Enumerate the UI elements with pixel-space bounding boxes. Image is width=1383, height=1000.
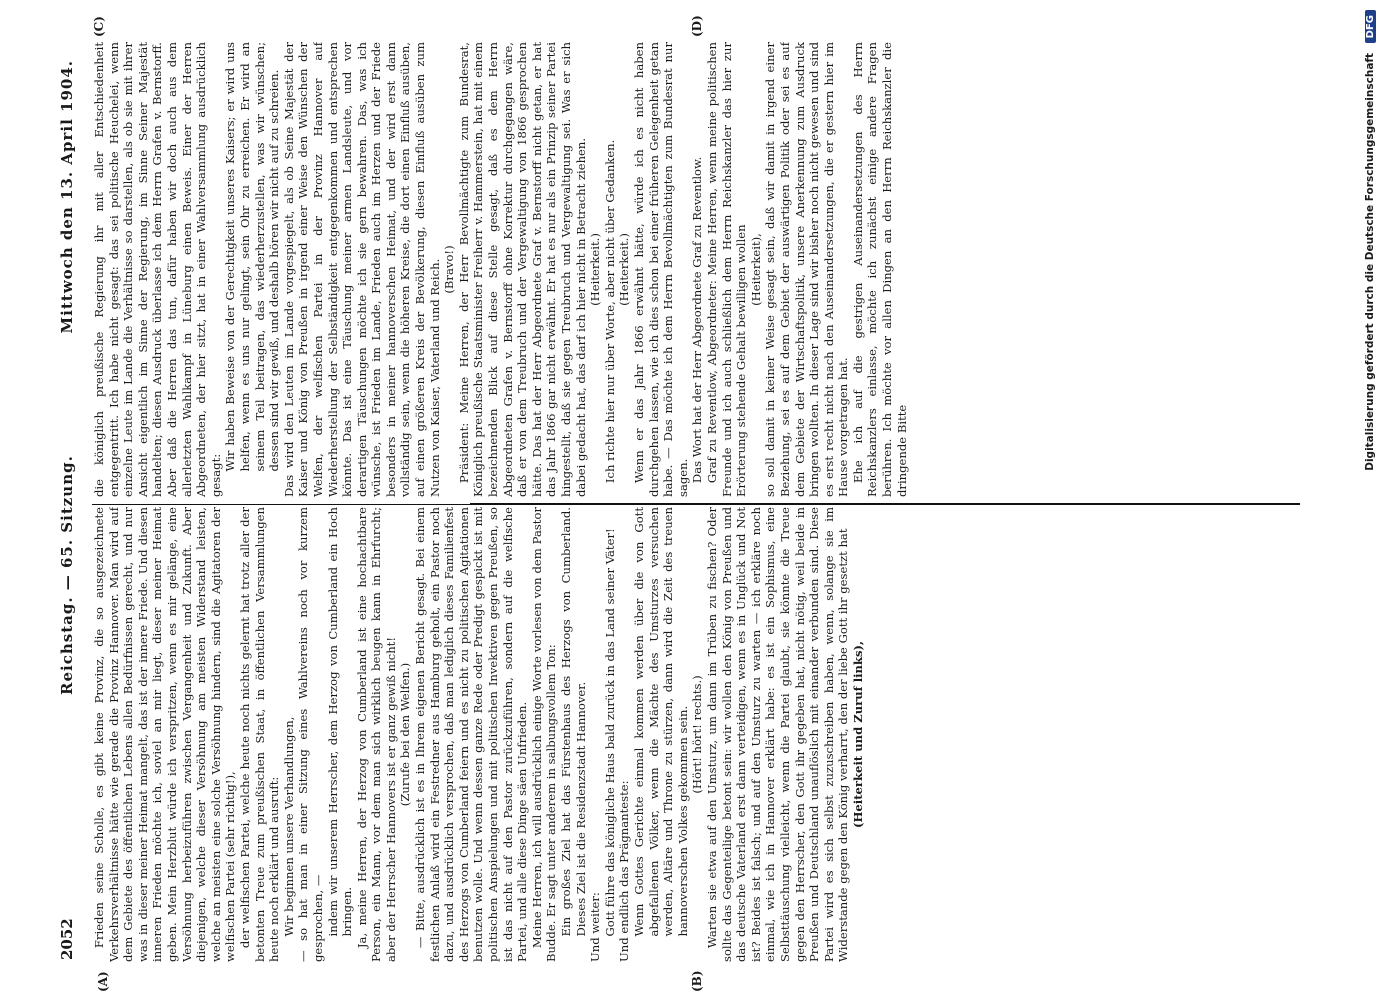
funding-stamp: Digitalisierung gefördert durch die Deutsche Forschungsgemeinschaft bbox=[1364, 53, 1376, 471]
paragraph: Und weiter: bbox=[588, 892, 603, 962]
column-divider-top bbox=[92, 504, 472, 505]
interjection: (Heiterkeit), bbox=[748, 233, 763, 306]
column-divider bbox=[470, 503, 1300, 505]
quote: Wir beginnen unsere Verhandlungen, bbox=[281, 716, 296, 937]
right-column bbox=[92, 42, 1292, 497]
paragraph: Frieden seine Scholle, es gibt keine Provinz, die so ausgezeichnete Verkehrsverhältnisse hätte wie gerade die Provinz Hannover. Man wird auf dem Gebiete des öffentlichen Lebens allen Bedürfnissen gerecht, und nur was in dieser meiner Heimat mangelt, das ist der innere Friede. Und diesen inneren Frieden möchte ich, soviel an mir liegt, dieser meiner Heimat geben. Mein Herzblut würde ich verspritzen, wenn es mir gelänge, eine Versöhnung herbeizuführen zwischen Vergangenheit und Zukunft. Aber diejenigen, welche dieser Versöhnung am meisten Widerstand leisten, welche an meisten eine solche Versöhnung hindern, sind die Agitatoren der welfischen Partei (sehr richtig!), bbox=[92, 507, 238, 962]
quote: Ein großes Ziel hat das Fürstenhaus des Herzogs von Cumberland. Dieses Ziel ist die Residenzstadt Hannover. bbox=[559, 507, 588, 937]
paragraph: so soll damit in keiner Weise gesagt sein, daß wir damit in irgend einer Beziehung, sei es auf dem Gebiet der auswärtigen Politik oder sei es auf dem Gebiete der Wirtschaftspolitik, unsere Anerkennung zum Ausdruck bringen wollten. In dieser Lage sind wir bisher noch nicht gewesen und sind es erst recht nicht nach den Auseinandersetzungen, die er gestern hier im Hause vorgetragen hat. bbox=[763, 42, 851, 497]
interjection: (Zurufe bei den Welfen.) bbox=[398, 662, 413, 807]
paragraph: Wenn er das Jahr 1866 erwähnt hätte, würde ich es nicht haben durchgehen lassen, wie ich dies schon bei einer früheren Gelegenheit getan habe. — Das möchte ich dem Herrn Bevollmächtigten zum Bundesrat nur sagen. bbox=[631, 42, 690, 497]
paragraph: Und endlich das Prägnanteste: bbox=[617, 780, 632, 962]
page-header bbox=[58, 60, 80, 960]
paragraph: Das Wort hat der Herr Abgeordnete Graf zu Reventlow. bbox=[690, 156, 705, 484]
left-column bbox=[92, 507, 1292, 962]
interjection: (Heiterkeit.) bbox=[588, 233, 603, 306]
paragraph: Ich richte hier nur über Worte, aber nicht über Gedanken. bbox=[602, 139, 617, 484]
funding-stamp-area bbox=[1364, 0, 1383, 1000]
session-date: Mittwoch den 13. April 1904. bbox=[58, 60, 76, 334]
session-title: Reichstag. — 65. Sitzung. bbox=[58, 455, 76, 695]
margin-marker-a: (A) bbox=[96, 971, 110, 992]
speaker-paragraph: Graf zu Reventlow, Abgeordneter: Meine Herren, wenn meine politischen Freunde und ich auch schließlich dem Herrn Reichskanzler das hier zur Erörterung stehende Gehalt bewilligen wollen bbox=[704, 42, 749, 497]
quote: Wenn Gottes Gerichte einmal kommen werden über die von Gott abgefallenen Völker, wenn die Mächte des Umsturzes versuchen werden, Altäre und Throne zu stürzen, dann wird die Zeit des treuen hannoverschen Volkes gekommen sein. bbox=[631, 507, 690, 937]
margin-marker-b: (B) bbox=[690, 970, 704, 992]
paragraph: — so hat man in einer Sitzung eines Wahlvereins noch vor kurzem gesprochen, — bbox=[296, 507, 325, 962]
paragraph: Ja, meine Herren, der Herzog von Cumberland ist eine hochachtbare Person, ein Mann, vor dem man sich wirklich beugen kann in Ehrfurcht; aber der Herrscher Hannovers ist er ganz gewiß nicht! bbox=[354, 507, 398, 962]
interjection: (Heiterkeit.) bbox=[617, 233, 632, 306]
interjection: (Heiterkeit und Zuruf links), bbox=[850, 640, 865, 829]
interjection: (Hört! hört! rechts.) bbox=[690, 675, 705, 794]
paragraph: Das wird den Leuten im Lande vorgespiegelt, als ob Seine Majestät der Kaiser und König von Preußen in irgend einer Weise den Wünschen der Welfen, der welfischen Partei in der Provinz Hannover auf Wiederherstellung der Selbständigkeit entgegenkommen und entsprechen könnte. Das ist eine Täuschung meiner armen Landsleute, und vor derartigen Täuschungen möchte ich sie gern bewahren. Das, was ich wünsche, ist Frieden im Lande, Frieden auch im Herzen und der Friede besonders in meiner hannoverschen Heimat, und der wird erst dann vollständig sein, wenn die höheren Kreise, die dort einen Einfluß ausüben, auf einen größeren Kreis der Bevölkerung, diesen Einfluß ausüben zum Nutzen von Kaiser, Vaterland und Reich. bbox=[281, 42, 442, 497]
paragraph: Ehe ich auf die gestrigen Auseinandersetzungen des Herrn Reichskanzlers einlasse, möchte ich zunächst einige andere Fragen berühren. Ich möchte vor allen Dingen an den Herrn Reichskanzler die dringende Bitte bbox=[850, 42, 909, 497]
margin-marker-d: (D) bbox=[690, 15, 704, 37]
paragraph: die königlich preußische Regierung ihr mit aller Entschiedenheit entgegentritt. Ich habe nicht gesagt: das sei politische Heuchelei, wenn einzelne Leute im Lande die Verhältnisse so darstellen, als ob sie mit ihrer Ansicht eigentlich im Sinne der Regierung, im Sinne Seiner Majestät handelten; diesen Ausdruck überlasse ich dem Herrn Grafen v. Bernstorff. Aber daß die Herren das tun, dafür haben wir doch auch aus dem allerletzten Wahlkampf in Lüneburg einen Beweis. Einer der Herren Abgeordneten, der hier sitzt, hat in einer Wahlversammlung ausdrücklich gesagt: bbox=[92, 42, 223, 497]
speaker-paragraph: Präsident: Meine Herren, der Herr Bevollmächtigte zum Bundesrat, Königlich preußische Staatsminister Freiherr v. Hammerstein, hat mit einem bezeichnenden Blick auf diese Stelle gesagt, daß es dem Herrn Abgeordneten Grafen v. Bernstorff ohne Korrektur durchgegangen wäre, daß er von dem Treubruch und der Vergewaltigung von 1866 gesprochen hätte. Das hat der Herr Abgeordnete Graf v. Bernstorff nicht getan, er hat das Jahr 1866 gar nicht erwähnt. Er hat es nur als ein Prinzip seiner Partei hingestellt, daß sie gegen Treubruch und Vergewaltigung sei. Was er sich dabei gedacht hat, das darf ich hier nicht in Betracht ziehen. bbox=[456, 42, 588, 497]
interjection: (Bravo!) bbox=[442, 245, 457, 294]
margin-marker-c: (C) bbox=[92, 16, 106, 37]
paragraph: der welfischen Partei, welche heute noch nichts gelernt hat trotz aller der betonten Treue zum preußischen Staat, in öffentlichen Versammlungen heute noch erklärt und ausruft: bbox=[237, 507, 282, 962]
dfg-logo: DFG bbox=[1365, 10, 1376, 43]
paragraph: Meine Herren, ich will ausdrücklich einige Worte vorlesen von dem Pastor Budde. Er sagt unter anderem in salbungsvollem Ton: bbox=[529, 507, 559, 962]
paragraph: Warten sie etwa auf den Umsturz, um dann im Trüben zu fischen? Oder sollte das Gegenteilige betont sein: wir wollen den König von Preußen und das deutsche Vaterland erst dann verteidigen, wenn es in Unglück und Not ist? Beides ist falsch; und auf den Umsturz zu warten — ich erkläre noch einmal, wie ich in Hannover erklärt habe: es ist ein Sophismus, eine Selbsttäuschung vielleicht, wenn die Partei glaubt, sie könnte die Treue gegen den Herrscher, den Gott ihr gegeben hat, nicht nötig, weil beide in Preußen und Deutschland unauflöslich mit einander verbunden sind. Diese Partei wird es sich selbst zuzuschreiben haben, wenn, solange sie im Widerstande gegen den König verharrt, den der liebe Gott ihr gesetzt hat bbox=[704, 507, 851, 962]
quote: indem wir unserem Herrscher, dem Herzog von Cumberland ein Hoch bringen. bbox=[325, 507, 355, 937]
quote: Gott führe das königliche Haus bald zurück in das Land seiner Väter! bbox=[602, 528, 617, 937]
page-number: 2052 bbox=[58, 918, 76, 960]
quote: Wir haben Beweise von der Gerechtigkeit unseres Kaisers; er wird uns helfen, wenn es uns nur gelingt, sein Ohr zu erreichen. Er wird an seinem Teil beitragen, das wiederherzustellen, was wir wünschen; dessen sind wir gewiß, und deshalb hören wir nicht auf zu schreien. bbox=[223, 42, 282, 472]
paragraph: — Bitte, ausdrücklich ist es in Ihrem eigenen Bericht gesagt. Bei einem festlichen Anlaß wird ein Festredner aus Hamburg geholt, ein Pastor noch dazu, und ausdrücklich versprochen, daß man lediglich dieses Familienfest des Herzogs von Cumberland feiern und es nicht zu politischen Agitationen benutzen wolle. Und wenn dessen ganze Rede oder Predigt gespickt ist mit politischen Anspielungen und mit politischen Invektiven gegen Preußen, so ist das nicht auf den Pastor zurückzuführen, sondern auf die welfische Partei, und alle diese Dinge säen Unfrieden. bbox=[413, 507, 530, 962]
